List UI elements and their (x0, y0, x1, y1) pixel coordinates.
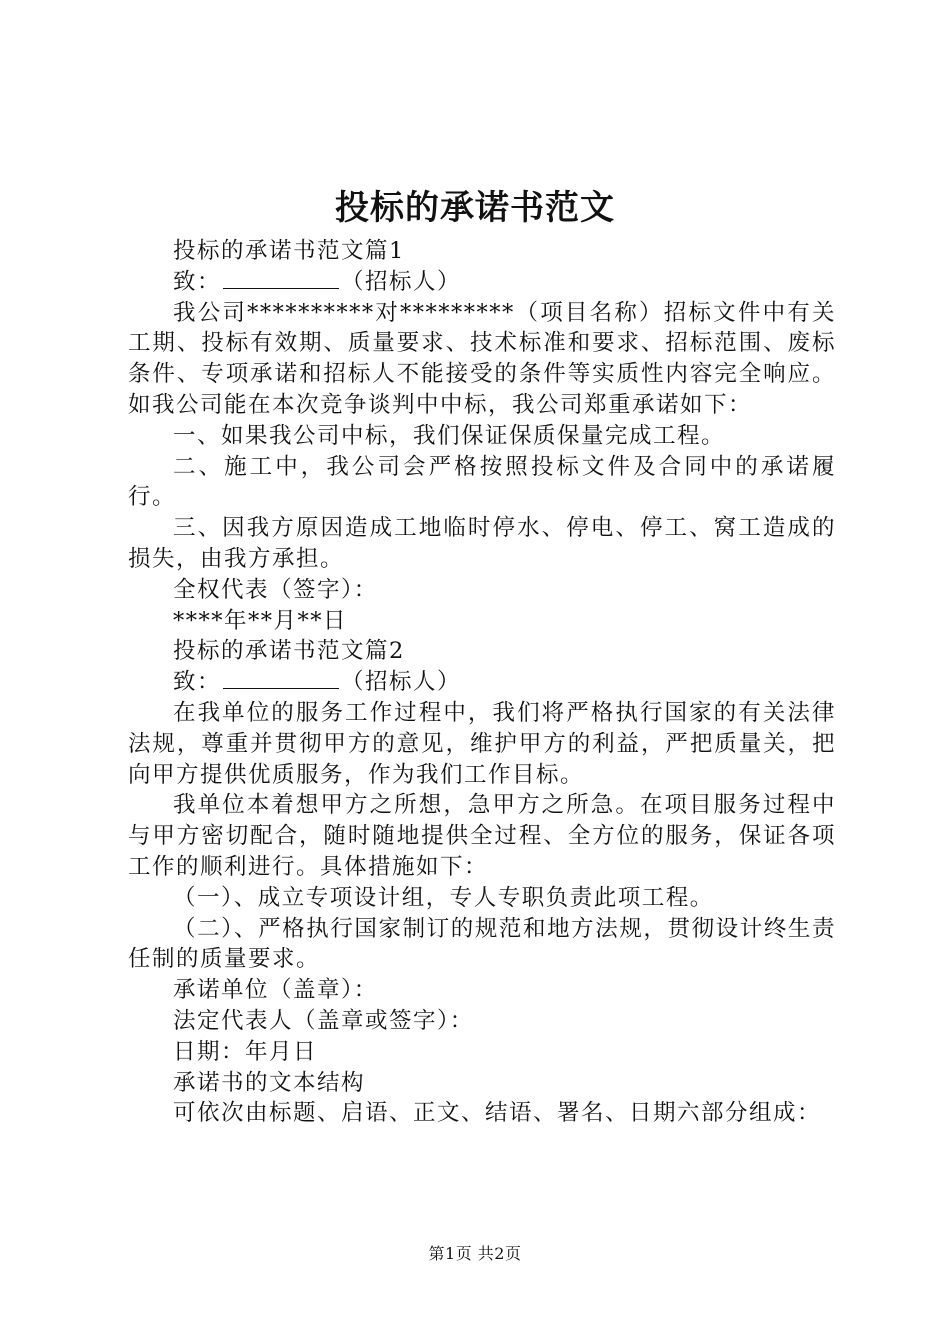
paragraph: 二、施工中，我公司会严格按照投标文件及合同中的承诺履行。 (128, 453, 836, 511)
paragraph: 可依次由标题、启语、正文、结语、署名、日期六部分组成： (173, 1100, 822, 1127)
paragraph: 一、如果我公司中标，我们保证保质保量完成工程。 (173, 422, 726, 449)
recipient-blank (223, 268, 339, 289)
date-line: 日期：年月日 (173, 1038, 318, 1065)
document-title: 投标的承诺书范文 (335, 188, 615, 228)
recipient-blank (223, 668, 339, 689)
paragraph: （一）、成立专项设计组，专人专职负责此项工程。 (173, 884, 714, 911)
recipient-line-1 (128, 267, 836, 298)
paragraph: （二）、严格执行国家制订的规范和地方法规，贯彻设计终生责任制的质量要求。 (128, 915, 836, 973)
paragraph: 在我单位的服务工作过程中，我们将严格执行国家的有关法律法规，尊重并贯彻甲方的意见，维护甲方的利益，严把质量关，把向甲方提供优质服务，作为我们工作目标。 (128, 699, 836, 788)
recipient-suffix: （招标人） (341, 268, 462, 295)
page-footer: 第1页 共2页 (428, 1244, 522, 1263)
recipient-prefix: 致： (173, 268, 222, 295)
section-heading-2: 投标的承诺书范文篇2 (173, 638, 405, 665)
recipient-suffix: （招标人） (341, 669, 462, 696)
paragraph: 我单位本着想甲方之所想，急甲方之所急。在项目服务过程中与甲方密切配合，随时随地提供全过程、全方位的服务，保证各项工作的顺利进行。具体措施如下： (128, 792, 836, 880)
section-heading-3: 承诺书的文本结构 (173, 1069, 366, 1096)
paragraph: 我公司**********对*********（项目名称）招标文件中有关工期、投标有效期、质量要求、技术标准和要求、招标范围、废标条件、专项承诺和招标人不能接受的条件等实质性内容完全响应。如我公司能在本次竞争谈判中中标，我公司郑重承诺如下： (128, 299, 836, 418)
recipient-line-2 (128, 667, 836, 698)
signature-line: 承诺单位（盖章）： (173, 977, 378, 1004)
paragraph: 三、因我方原因造成工地临时停水、停电、停工、窝工造成的损失，由我方承担。 (128, 515, 836, 572)
date-line: ****年**月**日 (173, 607, 348, 634)
recipient-prefix: 致： (173, 669, 222, 696)
section-heading-1: 投标的承诺书范文篇1 (173, 238, 405, 264)
signature-line: 全权代表（签字）： (173, 576, 378, 603)
document-body (128, 236, 836, 1129)
signature-line: 法定代表人（盖章或签字）： (173, 1007, 474, 1034)
